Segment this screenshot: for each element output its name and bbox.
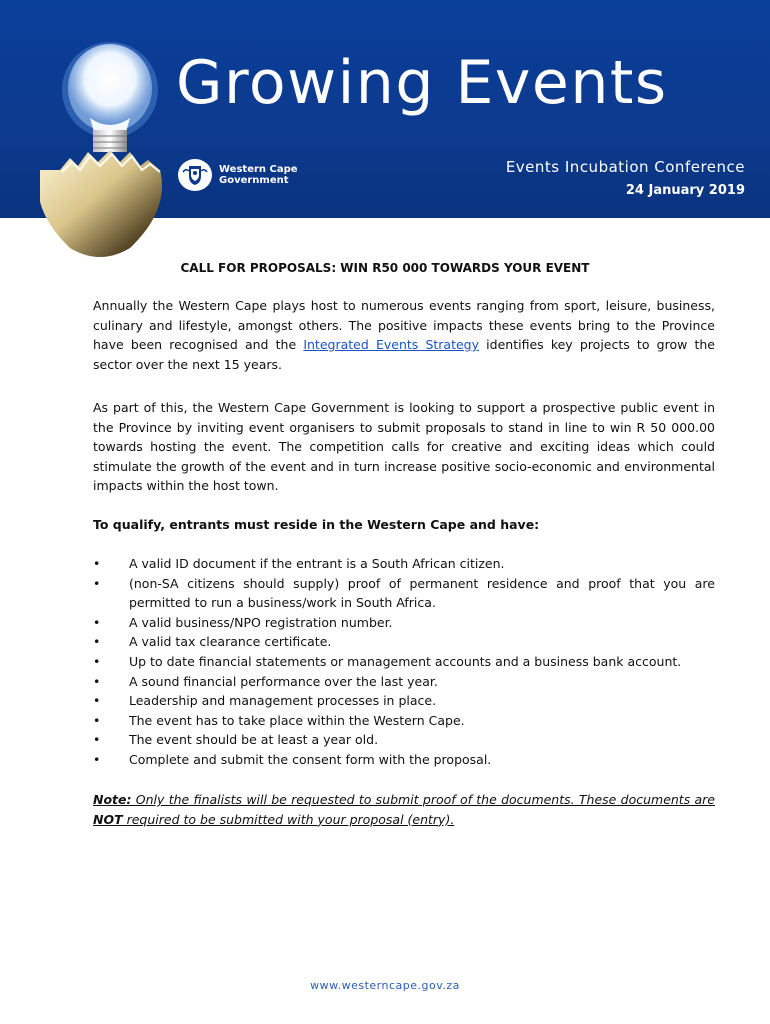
intro-paragraph [93,296,715,374]
list-item [93,554,715,574]
support-paragraph: As part of this, the Western Cape Government is looking to support a prospective public event in the Province by inviting event organisers to submit proposals to stand in line to win R 50 000.00 towards hosting the event. The competition calls for creative and exciting ideas which could stimulate the growth of the event and in turn increase positive socio-economic and environmental impacts within the host town. [93,400,715,494]
bullet-icon: • [93,673,101,689]
list-item-text: A valid business/NPO registration number. [129,614,393,630]
logo-text [219,164,298,186]
list-item [93,691,715,711]
note-emphasis: NOT [93,811,123,827]
bullet-icon: • [93,693,101,709]
conference-date: 24 January 2019 [625,183,745,198]
list-item [93,652,715,672]
banner-title: Growing Events [176,48,668,118]
bullet-icon: • [93,614,101,630]
requirements-list [93,554,715,770]
note-text-end: required to be submitted with your proposal (entry). [122,811,455,827]
conference-info [506,158,745,198]
integrated-events-strategy-link[interactable]: Integrated Events Strategy [303,337,480,353]
bullet-icon: • [93,653,101,669]
intro-text-start: Annually the Western Cape plays host to numerous events ranging from sport, leisure, business, culinary and lifestyle, amongst others. The positive impacts these events bring to the Province have been recognised and the [93,298,715,353]
list-item [93,672,715,692]
list-item [93,730,715,750]
bullet-icon: • [93,575,101,591]
list-item-text: The event has to take place within the Western Cape. [129,712,465,728]
conference-name: Events Incubation Conference [505,158,745,176]
bullet-icon: • [93,556,101,571]
note-label: Note: [93,792,132,807]
list-item-text: (non-SA citizens should supply) proof of permanent residence and proof that you are permitted to run a business/work in South Africa. [129,575,715,611]
intro-text-end: identifies key projects to grow the sector over the next 15 years. [93,337,715,372]
list-item [93,574,715,613]
list-item [93,632,715,652]
note-text-start: Only the finalists will be requested to submit proof of the documents. These documents are [131,792,715,807]
qualify-heading: To qualify, entrants must reside in the Western Cape and have: [93,517,540,532]
list-item-text: A valid tax clearance certificate. [129,634,332,650]
logo-line-1: Western Cape [219,164,298,175]
bullet-icon: • [93,732,101,748]
page-heading: CALL FOR PROPOSALS: WIN R50 000 TOWARDS YOUR EVENT [180,261,590,275]
list-item-text: A valid ID document if the entrant is a South African citizen. [129,556,505,571]
list-item-text: Complete and submit the consent form with the proposal. [129,751,492,767]
list-item-text: Up to date financial statements or management accounts and a business bank account. [129,653,682,669]
note-paragraph [93,790,715,829]
bullet-icon: • [93,712,101,728]
logo-line-2: Government [219,175,289,186]
lightbulb-egg-icon [40,0,180,265]
footer-url[interactable]: www.westerncape.gov.za [310,979,460,992]
list-item [93,750,715,770]
list-item-text: A sound financial performance over the last year. [129,673,438,689]
list-item [93,711,715,731]
list-item-text: Leadership and management processes in place. [129,693,437,709]
list-item-text: The event should be at least a year old. [129,732,379,748]
coat-of-arms-icon [177,158,213,192]
government-logo [177,158,298,192]
list-item [93,613,715,633]
bullet-icon: • [93,634,101,650]
bullet-icon: • [93,751,101,767]
